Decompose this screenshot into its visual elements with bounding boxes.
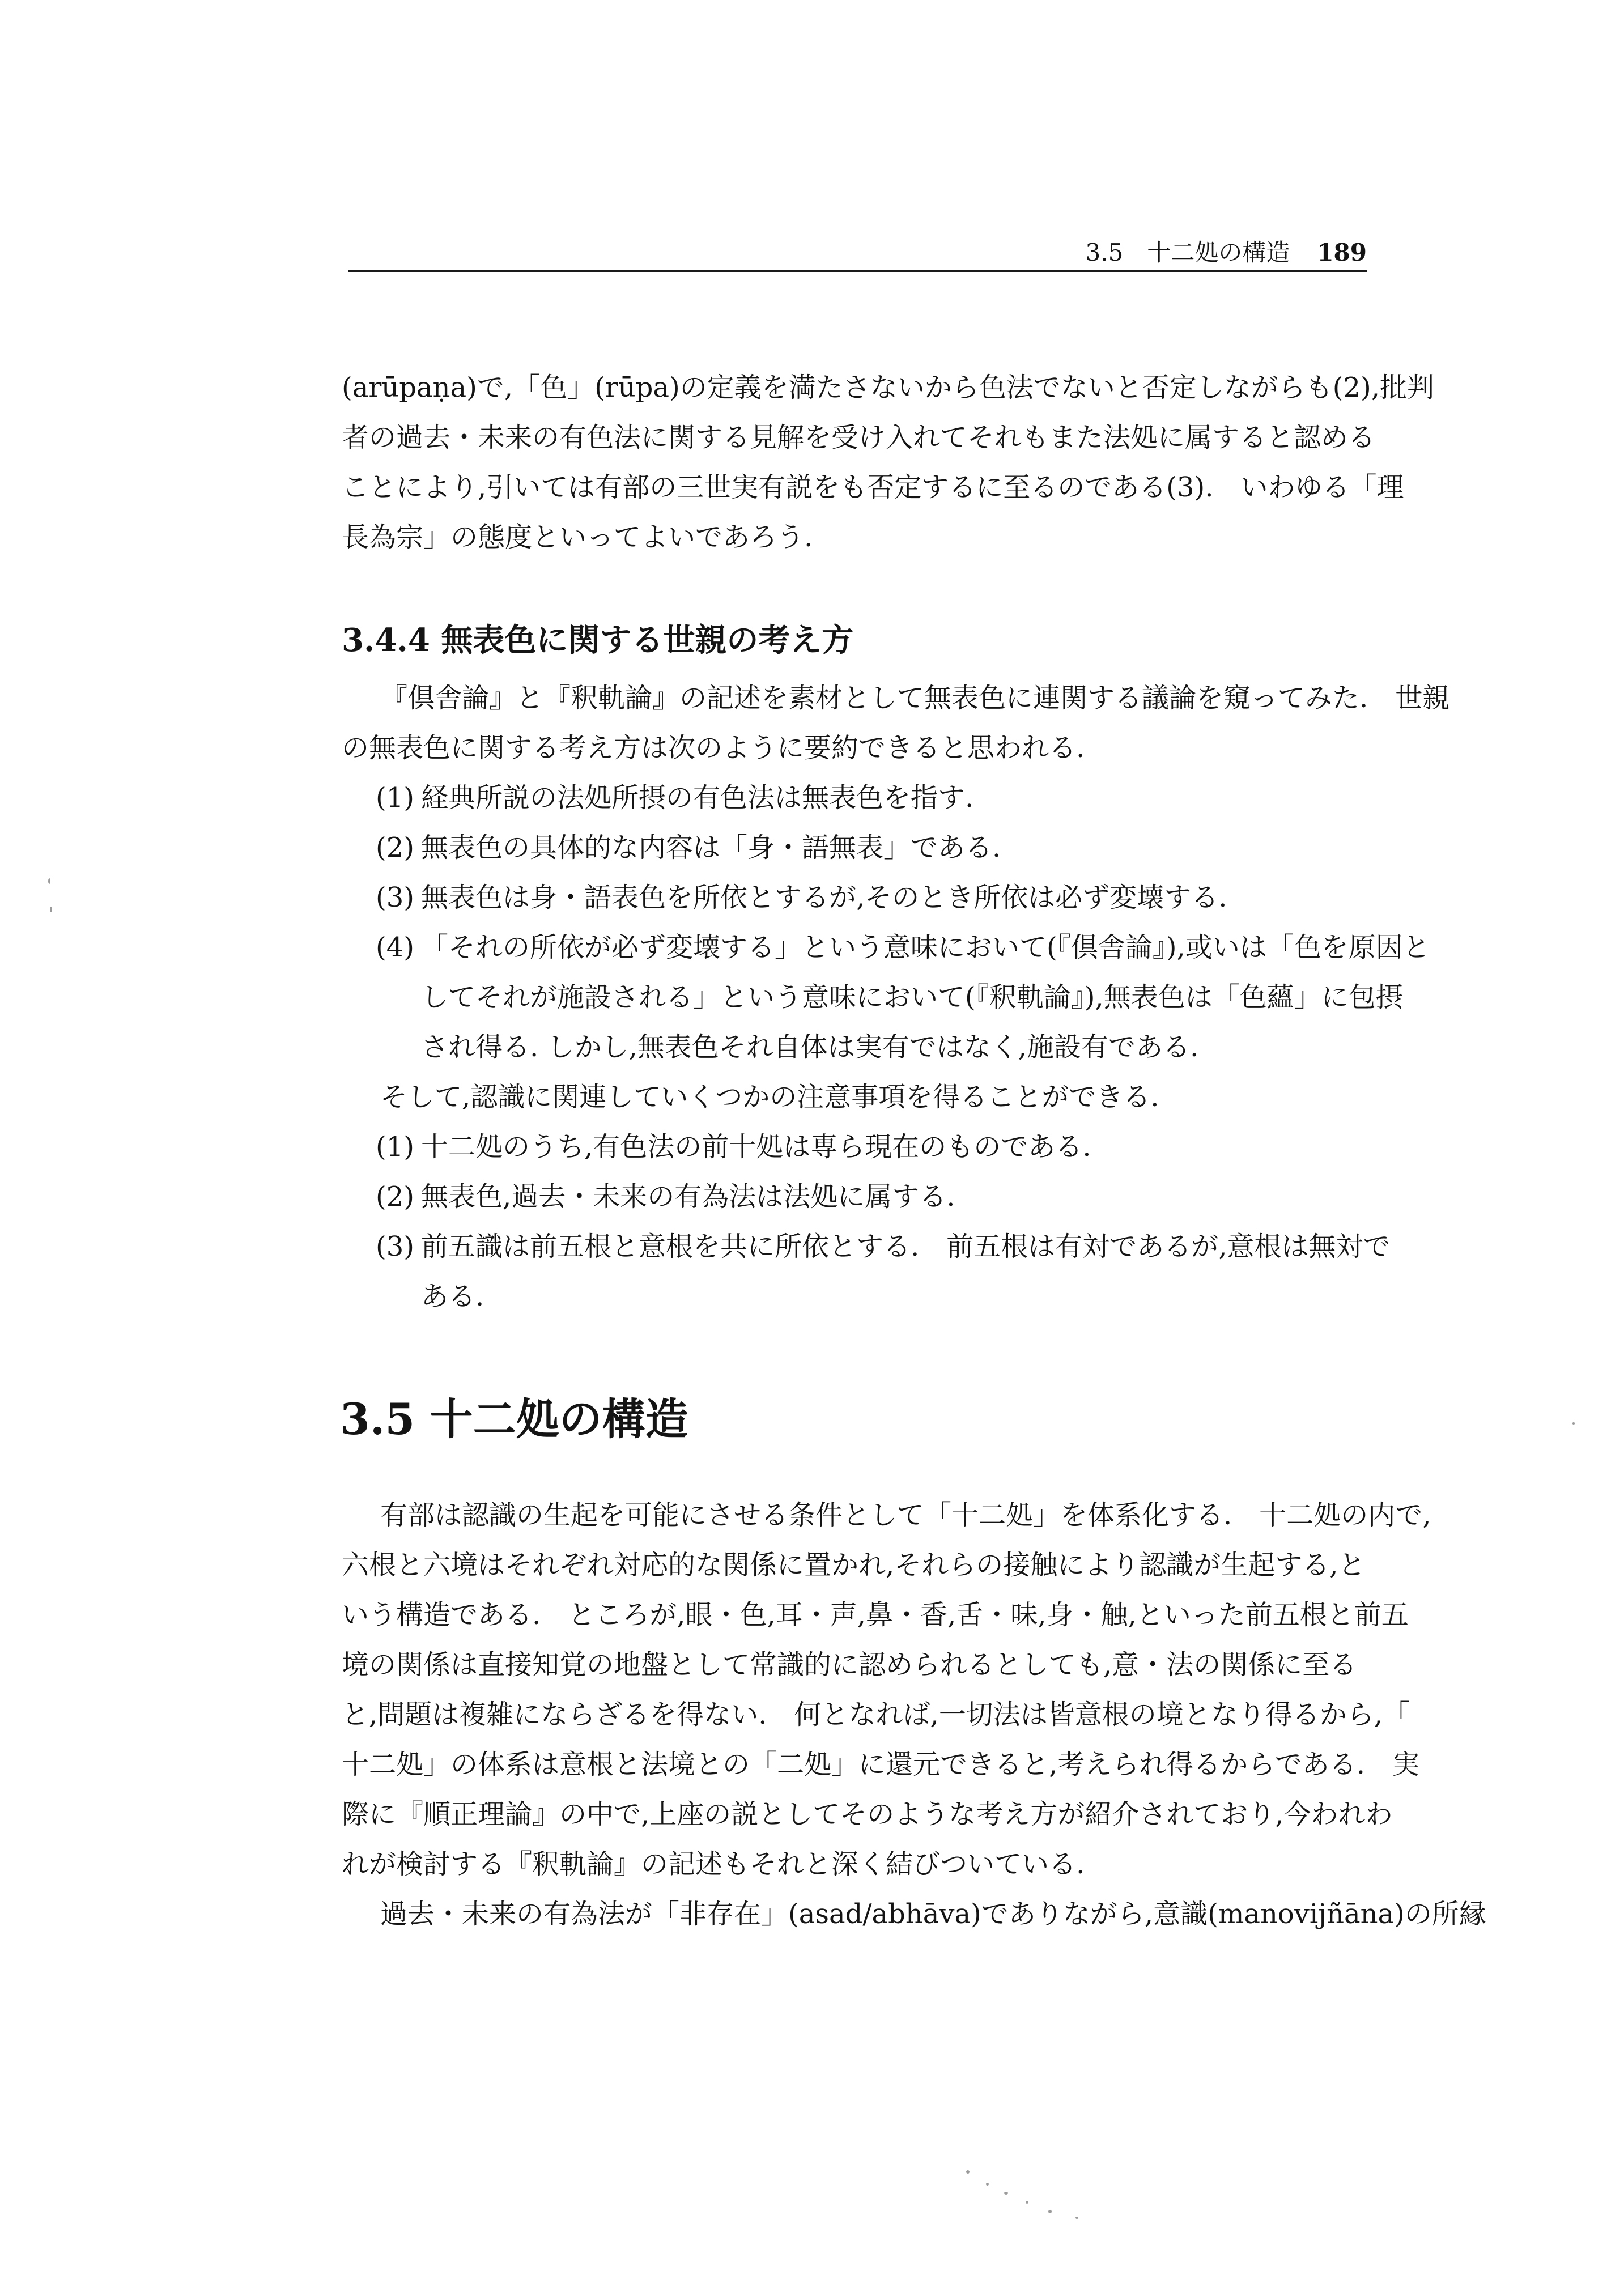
list-text: 無表色は身・語表色を所依とするが,そのとき所依は必ず変壊する.	[421, 882, 1227, 913]
notes-list	[342, 1122, 1391, 1321]
list-item	[342, 1172, 1373, 1222]
scan-speck	[1048, 2210, 1052, 2213]
text-line: 六根と六境はそれぞれ対応的な関係に置かれ,それらの接触により認識が生起する,と	[342, 1549, 1366, 1581]
text-line: ことにより,引いては有部の三世実有説をも否定するに至るのである(3). いわゆる「理	[342, 471, 1404, 503]
text-line: れが検討する『釈軌論』の記述もそれと深く結びついている.	[342, 1848, 1085, 1880]
summary-list	[342, 773, 1430, 1072]
scan-speck	[1004, 2192, 1008, 2195]
list-number: (4)	[376, 932, 414, 963]
list-text: 「それの所依が必ず変壊する」という意味において(『倶舎論』),或いは「色を原因と	[421, 932, 1430, 963]
scan-speck	[48, 878, 50, 884]
list-item	[342, 1122, 1373, 1172]
list-number: (1)	[376, 782, 414, 814]
text-line: いう構造である. ところが,眼・色,耳・声,鼻・香,舌・味,身・触,といった前五根と前五	[342, 1599, 1409, 1631]
text-line: 際に『順正理論』の中で,上座の説としてそのような考え方が紹介されており,今われわ	[342, 1798, 1393, 1830]
list-number: (3)	[376, 1231, 414, 1262]
section-body	[342, 1490, 1486, 1939]
list-item	[342, 1222, 1391, 1272]
list-number: (2)	[376, 1181, 414, 1213]
text-line: そして,認識に関連していくつかの注意事項を得ることができる.	[380, 1081, 1159, 1113]
subsection-body	[342, 673, 1450, 1321]
list-item	[342, 823, 1373, 873]
list-text: 無表色の具体的な内容は「身・語無表」である.	[421, 832, 1001, 864]
list-text: 無表色,過去・未来の有為法は法処に属する.	[421, 1181, 955, 1213]
text-line: 境の関係は直接知覚の地盤として常識的に認められるとしても,意・法の関係に至る	[342, 1649, 1357, 1681]
text-line: 者の過去・未来の有色法に関する見解を受け入れてそれもまた法処に属すると認める	[342, 422, 1376, 453]
text-line: 過去・未来の有為法が「非存在」(asad/abhāva)でありながら,意識(manovijñāna)の所縁	[380, 1898, 1486, 1930]
text-line: 長為宗」の態度といってよいであろう.	[342, 521, 813, 553]
list-item	[342, 922, 1430, 972]
intro-paragraph	[342, 363, 1434, 562]
list-number: (2)	[376, 832, 414, 864]
scan-speck	[986, 2183, 989, 2186]
list-text: 経典所説の法処所摂の有色法は無表色を指す.	[421, 782, 974, 814]
subsection-heading: 3.4.4 無表色に関する世親の考え方	[342, 622, 854, 659]
list-text: 十二処のうち,有色法の前十処は専ら現在のものである.	[421, 1131, 1091, 1163]
list-item	[342, 773, 1373, 823]
list-text-continued: してそれが施設される」という意味において(『釈軌論』),無表色は「色蘊」に包摂	[421, 981, 1403, 1013]
list-number: (1)	[376, 1131, 414, 1163]
scan-speck	[1075, 2217, 1078, 2219]
section-heading: 3.5 十二処の構造	[340, 1394, 688, 1444]
text-line: 『倶舎論』と『釈軌論』の記述を素材として無表色に連関する議論を窺ってみた. 世親	[380, 682, 1450, 714]
page-number: 189	[1317, 239, 1367, 266]
scan-speck	[50, 907, 52, 912]
list-text-continued: ある.	[421, 1281, 484, 1312]
scan-speck	[966, 2170, 970, 2174]
scan-speck	[1572, 1422, 1575, 1425]
text-line: と,問題は複雑にならざるを得ない. 何となれば,一切法は皆意根の境となり得るから,「	[342, 1699, 1410, 1730]
text-line: (arūpaṇa)で,「色」(rūpa)の定義を満たさないから色法でないと否定しながらも(2),批判	[342, 372, 1434, 403]
text-line: 十二処」の体系は意根と法境との「二処」に還元できると,考えられ得るからである. 実	[342, 1749, 1420, 1780]
list-item	[342, 873, 1373, 922]
text-line: の無表色に関する考え方は次のように要約できると思われる.	[342, 732, 1085, 764]
text-line: 有部は認識の生起を可能にさせる条件として「十二処」を体系化する. 十二処の内で,	[380, 1499, 1431, 1531]
list-number: (3)	[376, 882, 414, 913]
list-text: 前五識は前五根と意根を共に所依とする. 前五根は有対であるが,意根は無対で	[421, 1231, 1391, 1262]
scan-speck	[1026, 2201, 1028, 2204]
running-head-title: 3.5 十二処の構造	[1085, 239, 1290, 266]
running-head	[348, 236, 1367, 272]
list-text-continued: され得る. しかし,無表色それ自体は実有ではなく,施設有である.	[421, 1031, 1199, 1063]
